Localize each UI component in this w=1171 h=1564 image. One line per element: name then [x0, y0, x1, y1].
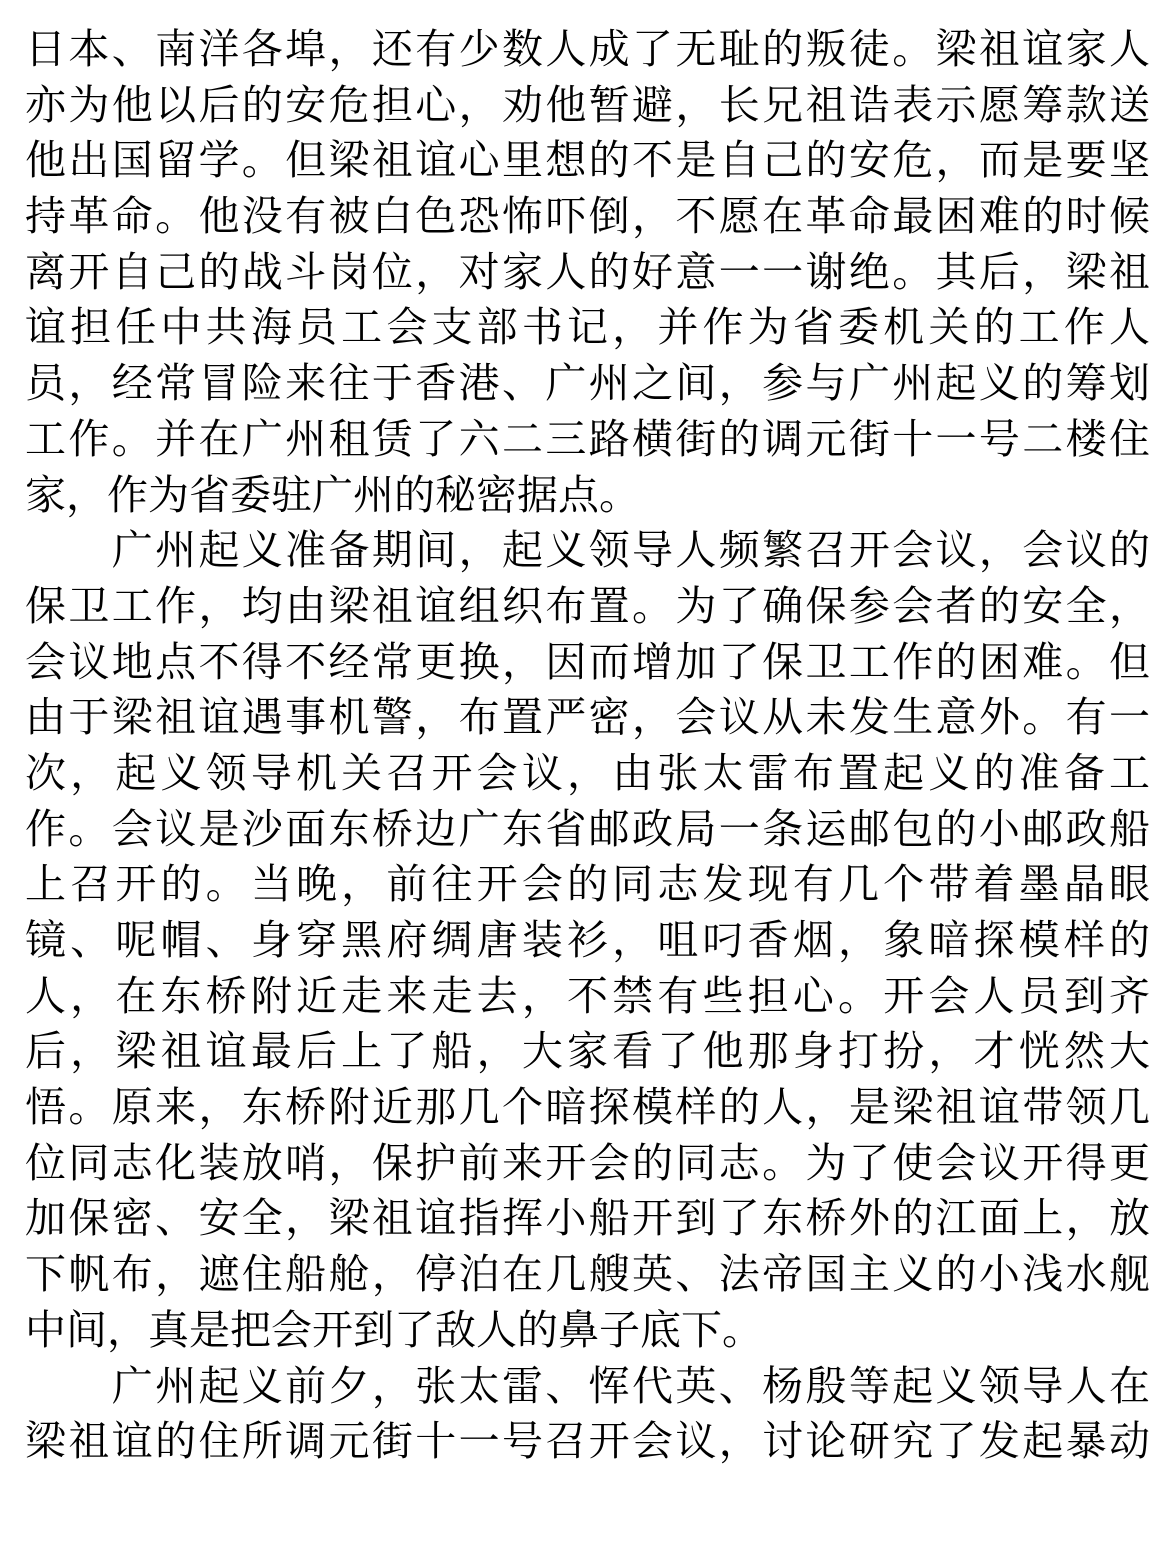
text-line: 广州起义准备期间，起义领导人频繁召开会议，会议的: [25, 526, 1150, 575]
text-line: 次，起义领导机关召开会议，由张太雷布置起义的准备工: [25, 748, 1150, 797]
text-line: 加保密、安全，梁祖谊指挥小船开到了东桥外的江面上，放: [25, 1194, 1150, 1243]
text-line: 镜、呢帽、身穿黑府绸唐装衫，咀叼香烟，象暗探模样的: [25, 916, 1150, 964]
text-line: 作。会议是沙面东桥边广东省邮政局一条运邮包的小邮政船: [25, 804, 1150, 853]
text-line: 中间，真是把会开到了敌人的鼻子底下。: [25, 1305, 763, 1354]
text-line: 悟。原来，东桥附近那几个暗探模样的人，是梁祖谊带领几: [25, 1083, 1150, 1132]
text-line: 保卫工作，均由梁祖谊组织布置。为了确保参会者的安全，: [25, 581, 1150, 630]
text-line: 位同志化装放哨，保护前来开会的同志。为了使会议开得更: [25, 1138, 1150, 1187]
text-line: 离开自己的战斗岗位，对家人的好意一一谢绝。其后，梁祖: [25, 247, 1150, 296]
text-line: 梁祖谊的住所调元街十一号召开会议，讨论研究了发起暴动: [25, 1417, 1150, 1466]
text-line: 谊担任中共海员工会支部书记，并作为省委机关的工作人: [25, 303, 1150, 352]
text-line: 下帆布，遮住船舱，停泊在几艘英、法帝国主义的小浅水舰: [25, 1250, 1150, 1299]
text-line: 由于梁祖谊遇事机警，布置严密，会议从未发生意外。有一: [25, 693, 1150, 742]
text-line: 日本、南洋各埠，还有少数人成了无耻的叛徒。梁祖谊家人: [25, 25, 1150, 73]
text-line: 员，经常冒险来往于香港、广州之间，参与广州起义的筹划: [25, 359, 1150, 408]
text-line: 上召开的。当晚，前往开会的同志发现有几个带着墨晶眼: [25, 860, 1150, 909]
text-line: 后，梁祖谊最后上了船，大家看了他那身打扮，才恍然大: [25, 1027, 1150, 1076]
text-line: 人，在东桥附近走来走去，不禁有些担心。开会人员到齐: [25, 971, 1150, 1020]
text-line: 会议地点不得不经常更换，因而增加了保卫工作的困难。但: [25, 637, 1150, 686]
text-line: 亦为他以后的安危担心，劝他暂避，长兄祖诰表示愿筹款送: [25, 80, 1150, 129]
text-line: 持革命。他没有被白色恐怖吓倒，不愿在革命最困难的时候: [25, 192, 1150, 241]
text-line: 广州起义前夕，张太雷、恽代英、杨殷等起义领导人在: [25, 1361, 1150, 1410]
document-page: [25, 22, 1150, 1470]
text-line: 家，作为省委驻广州的秘密据点。: [25, 470, 640, 519]
text-line: 他出国留学。但梁祖谊心里想的不是自己的安危，而是要坚: [25, 136, 1150, 185]
text-line: 工作。并在广州租赁了六二三路横街的调元街十一号二楼住: [25, 414, 1150, 463]
